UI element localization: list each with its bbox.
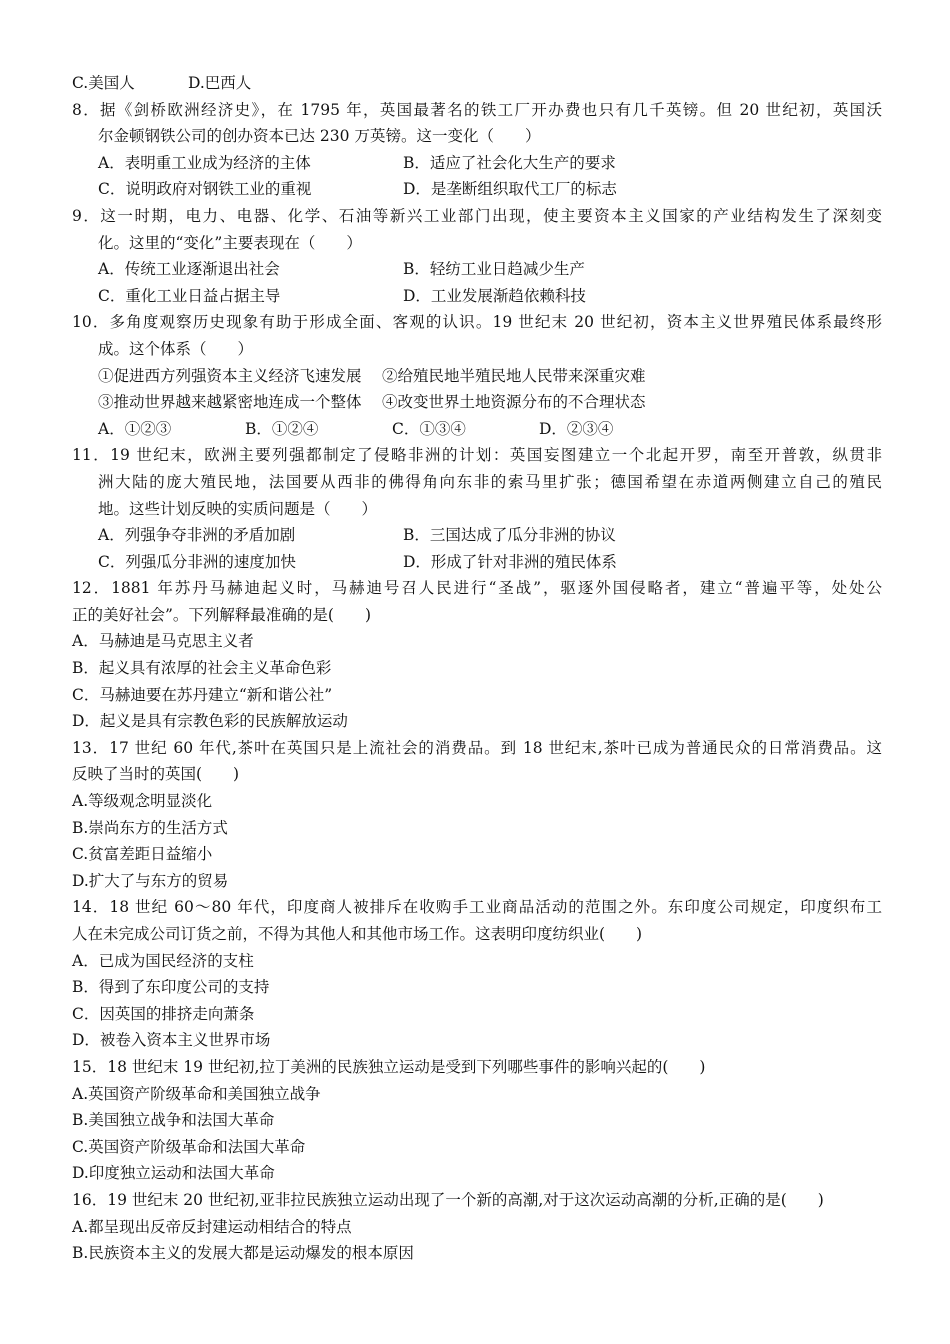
q13-stem-cont: 反映了当时的英国( ) xyxy=(72,765,240,784)
q12-stem: 12．1881 年苏丹马赫迪起义时，马赫迪号召人民进行“圣战”，驱逐外国侵略者，建立“普遍平等，处处公 xyxy=(72,579,882,598)
q10-statements-34 xyxy=(72,389,882,416)
option-b: B．三国达成了瓜分非洲的协议 xyxy=(403,526,616,545)
q14-option-b: B．得到了东印度公司的支持 xyxy=(72,978,270,997)
statement-4: ④改变世界土地资源分布的不合理状态 xyxy=(381,393,646,412)
option-b: B．轻纺工业日趋减少生产 xyxy=(403,260,585,279)
q15-option-b: B.美国独立战争和法国大革命 xyxy=(72,1111,275,1130)
q15-stem: 15．18 世纪末 19 世纪初,拉丁美洲的民族独立运动是受到下列哪些事件的影响兴起的( ) xyxy=(72,1057,706,1076)
q13-option-a: A.等级观念明显淡化 xyxy=(72,792,213,811)
q8-stem: 8．据《剑桥欧洲经济史》，在 1795 年，英国最著名的铁工厂开办费也只有几千英镑。但 20 世纪初，英国沃 xyxy=(72,100,882,119)
q8-options-ab xyxy=(72,150,882,177)
statement-3: ③推动世界越来越紧密地连成一个整体 xyxy=(98,393,362,412)
q13-stem: 13．17 世纪 60 年代,茶叶在英国只是上流社会的消费品。到 18 世纪末,茶叶已成为普通民众的日常消费品。这 xyxy=(72,738,882,757)
q13-option-d: D.扩大了与东方的贸易 xyxy=(72,871,229,890)
q14-stem: 14．18 世纪 60～80 年代，印度商人被排斥在收购手工业商品活动的范围之外。东印度公司规定，印度织布工 xyxy=(72,898,882,917)
option-b: B．适应了社会化大生产的要求 xyxy=(403,153,616,172)
q10-stem: 10．多角度观察历史现象有助于形成全面、客观的认识。19 世纪末 20 世纪初，资本主义世界殖民体系最终形 xyxy=(72,313,882,332)
q14-option-a: A．已成为国民经济的支柱 xyxy=(72,951,254,970)
option-a: A．列强争夺非洲的矛盾加剧 xyxy=(98,526,296,545)
q11-stem-end: 地。这些计划反映的实质问题是（ ） xyxy=(98,499,378,518)
option-d: D．是垄断组织取代工厂的标志 xyxy=(403,180,617,199)
q16-stem: 16．19 世纪末 20 世纪初,亚非拉民族独立运动出现了一个新的高潮,对于这次运动高潮的分析,正确的是( ) xyxy=(72,1190,824,1209)
q9-options-ab xyxy=(72,256,882,283)
option-d: D．工业发展渐趋依赖科技 xyxy=(403,286,586,305)
option-b: B．①②④ xyxy=(245,419,319,438)
option-a: A．①②③ xyxy=(98,419,172,438)
option-c: C.美国人 xyxy=(72,74,135,92)
q13-option-b: B.崇尚东方的生活方式 xyxy=(72,818,228,837)
option-c: C．列强瓜分非洲的速度加快 xyxy=(98,552,296,571)
option-c: C．①③④ xyxy=(392,419,466,438)
option-a: A．表明重工业成为经济的主体 xyxy=(98,153,311,172)
exam-page xyxy=(72,70,882,1267)
q8-options-cd xyxy=(72,176,882,203)
q11-stem: 11．19 世纪末，欧洲主要列强都制定了侵略非洲的计划：英国妄图建立一个北起开罗，南至开普敦，纵贯非 xyxy=(72,446,882,465)
q12-option-a: A．马赫迪是马克思主义者 xyxy=(72,632,254,651)
q10-options xyxy=(72,416,882,443)
q11-options-ab xyxy=(72,522,882,549)
q10-stem-cont: 成。这个体系（ ） xyxy=(98,339,254,358)
q15-option-c: C.英国资产阶级革命和法国大革命 xyxy=(72,1137,306,1156)
q11-options-cd xyxy=(72,549,882,576)
q9-stem-cont: 化。这里的“变化”主要表现在（ ） xyxy=(98,233,362,252)
q12-option-d: D．起义是具有宗教色彩的民族解放运动 xyxy=(72,712,348,731)
option-a: A．传统工业逐渐退出社会 xyxy=(98,260,280,279)
q14-stem-cont: 人在未完成公司订货之前，不得为其他人和其他市场工作。这表明印度纺织业( ) xyxy=(72,925,643,943)
statement-1: ①促进西方列强资本主义经济飞速发展 xyxy=(98,366,362,385)
option-d: D．②③④ xyxy=(539,419,614,438)
q8-stem-cont: 尔金顿钢铁公司的创办资本已达 230 万英镑。这一变化（ ） xyxy=(98,127,541,146)
q16-option-b: B.民族资本主义的发展大都是运动爆发的根本原因 xyxy=(72,1244,414,1263)
q12-stem-cont: 正的美好社会”。下列解释最准确的是( ) xyxy=(72,605,372,624)
q15-option-a: A.英国资产阶级革命和美国独立战争 xyxy=(72,1084,321,1103)
q16-option-a: A.都呈现出反帝反封建运动相结合的特点 xyxy=(72,1217,352,1236)
q11-stem-cont: 洲大陆的庞大殖民地，法国要从西非的佛得角向东非的索马里扩张；德国希望在赤道两侧建立自己的殖民 xyxy=(98,472,882,491)
option-c: C．重化工业日益占据主导 xyxy=(98,286,281,305)
option-d: D．形成了针对非洲的殖民体系 xyxy=(403,552,617,571)
q12-option-c: C．马赫迪要在苏丹建立“新和谐公社” xyxy=(72,685,333,704)
option-c: C．说明政府对钢铁工业的重视 xyxy=(98,180,312,199)
q14-option-d: D．被卷入资本主义世界市场 xyxy=(72,1031,271,1050)
option-d: D.巴西人 xyxy=(188,74,252,92)
q10-statements-12 xyxy=(72,363,882,390)
q13-option-c: C.贫富差距日益缩小 xyxy=(72,845,213,864)
q12-option-b: B．起义具有浓厚的社会主义革命色彩 xyxy=(72,659,332,678)
q7-options-cd xyxy=(72,70,882,97)
q15-option-d: D.印度独立运动和法国大革命 xyxy=(72,1164,275,1183)
q14-option-c: C．因英国的排挤走向萧条 xyxy=(72,1004,255,1023)
q9-stem: 9．这一时期，电力、电器、化学、石油等新兴工业部门出现，使主要资本主义国家的产业结构发生了深刻变 xyxy=(72,206,882,225)
q9-options-cd xyxy=(72,283,882,310)
statement-2: ②给殖民地半殖民地人民带来深重灾难 xyxy=(381,366,646,385)
